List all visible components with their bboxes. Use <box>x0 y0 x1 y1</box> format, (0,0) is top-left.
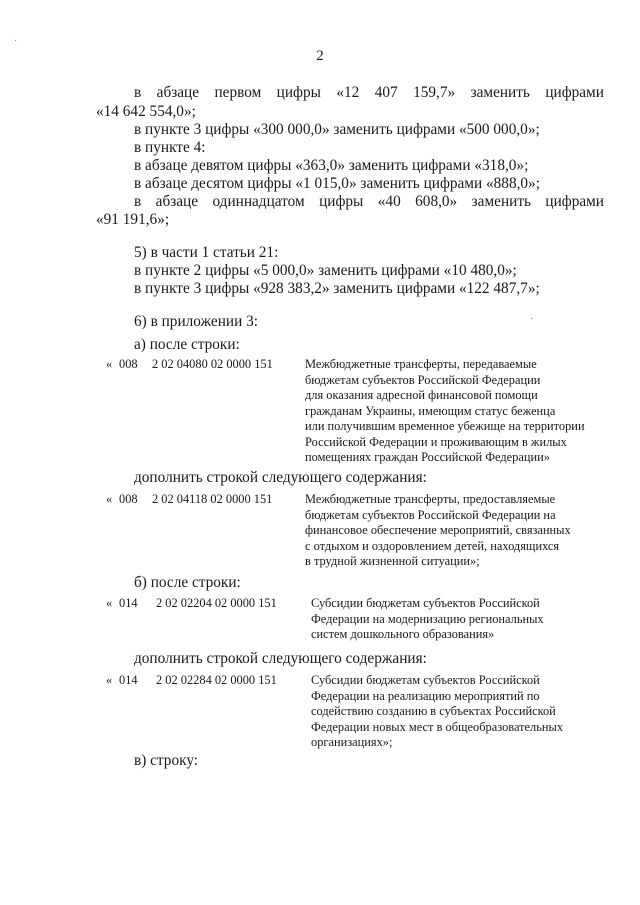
word: в <box>134 193 142 210</box>
paragraph-first-abzac <box>134 84 604 102</box>
row-description-line: Субсидии бюджетам субъектов Российской <box>311 596 540 610</box>
word: «40 <box>377 193 401 210</box>
word: абзаце <box>156 84 200 101</box>
line-item-5-punkt2: в пункте 2 цифры «5 000,0» заменить цифрами «10 480,0»; <box>134 262 517 279</box>
word: цифрами <box>545 84 604 101</box>
opening-quote: « <box>106 492 113 506</box>
row-description-line: Субсидии бюджетам субъектов Российской <box>311 673 540 687</box>
row-description <box>311 673 563 751</box>
opening-quote: « <box>106 673 113 687</box>
word: абзаце <box>155 193 199 210</box>
row-description-line: бюджетам субъектов Российской Федерации на <box>305 507 556 522</box>
paragraph-eleventh-abzac <box>134 193 604 211</box>
word: 407 <box>374 84 398 101</box>
line-add-row-2: дополнить строкой следующего содержания: <box>134 650 427 667</box>
row-description-line: Федерации на модернизацию региональных <box>311 611 544 626</box>
row-description-line: для оказания адресной финансовой помощи <box>305 388 538 402</box>
line-abzac-ninth: в абзаце девятом цифры «363,0» заменить цифрами «318,0»; <box>134 157 529 174</box>
word: «12 <box>336 84 360 101</box>
word: первом <box>214 84 262 101</box>
row-description-line: бюджетам субъектов Российской Федерации <box>305 372 541 387</box>
row-description <box>305 492 571 570</box>
opening-quote: « <box>106 596 113 610</box>
row-code: 2 02 02284 02 0000 151 <box>156 673 277 687</box>
row-number: 014 <box>119 673 138 687</box>
row-description <box>305 357 585 466</box>
scan-speck: · <box>530 314 534 325</box>
word: 159,7» <box>413 84 456 101</box>
word: цифры <box>319 193 364 210</box>
word: заменить <box>471 193 531 210</box>
line-subitem-a: а) после строки: <box>134 336 240 353</box>
line-item-5: 5) в части 1 статьи 21: <box>134 244 279 261</box>
paragraph-first-abzac-cont: «14 642 554,0»; <box>96 103 196 120</box>
word: 608,0» <box>415 193 458 210</box>
line-subitem-b: б) после строки: <box>134 574 241 591</box>
row-number: 014 <box>119 596 138 610</box>
page-number: 2 <box>316 48 324 64</box>
row-description-line: с отдыхом и оздоровлением детей, находящихся <box>305 538 560 553</box>
row-description-line: помещениях граждан Российской Федерации» <box>305 450 550 464</box>
row-description-line: Российской Федерации и проживающим в жилых <box>305 434 567 449</box>
row-description-line: Межбюджетные трансферты, передаваемые <box>305 357 537 371</box>
word: заменить <box>470 84 530 101</box>
row-number: 008 <box>119 357 138 371</box>
scan-speck: · <box>14 36 18 47</box>
row-code: 2 02 04080 02 0000 151 <box>152 357 273 371</box>
word: в <box>134 84 142 101</box>
line-add-row-1: дополнить строкой следующего содержания: <box>134 469 427 486</box>
opening-quote: « <box>106 357 113 371</box>
line-abzac-tenth: в абзаце десятом цифры «1 015,0» заменить цифрами «888,0»; <box>134 175 540 192</box>
line-subitem-v: в) строку: <box>134 752 199 769</box>
row-description-line: систем дошкольного образования» <box>311 627 495 641</box>
row-description-line: в трудной жизненной ситуации»; <box>305 554 480 568</box>
row-number: 008 <box>119 492 138 506</box>
line-punkt3: в пункте 3 цифры «300 000,0» заменить цифрами «500 000,0»; <box>134 121 540 138</box>
line-item-5-punkt3: в пункте 3 цифры «928 383,2» заменить цифрами «122 487,7»; <box>134 280 540 297</box>
paragraph-eleventh-abzac-cont: «91 191,6»; <box>96 211 170 228</box>
row-description-line: Федерации на реализацию мероприятий по <box>311 688 540 703</box>
row-description-line: организациях»; <box>311 735 393 749</box>
row-description-line: или получившим временное убежище на территории <box>305 419 585 433</box>
row-code: 2 02 04118 02 0000 151 <box>152 492 273 506</box>
word: одиннадцатом <box>212 193 305 210</box>
line-punkt4: в пункте 4: <box>134 139 206 156</box>
row-description-line: финансовое обеспечение мероприятий, связанных <box>305 523 571 537</box>
row-description-line: гражданам Украины, имеющим статус беженца <box>305 403 556 418</box>
row-description-line: Межбюджетные трансферты, предоставляемые <box>305 492 556 506</box>
word: цифры <box>276 84 321 101</box>
row-description <box>311 596 544 643</box>
line-item-6: 6) в приложении 3: <box>134 313 258 330</box>
word: цифрами <box>545 193 604 210</box>
row-description-line: Федерации новых мест в общеобразовательных <box>311 719 564 734</box>
row-description-line: содействию созданию в субъектах Российской <box>311 704 556 718</box>
row-code: 2 02 02204 02 0000 151 <box>156 596 277 610</box>
